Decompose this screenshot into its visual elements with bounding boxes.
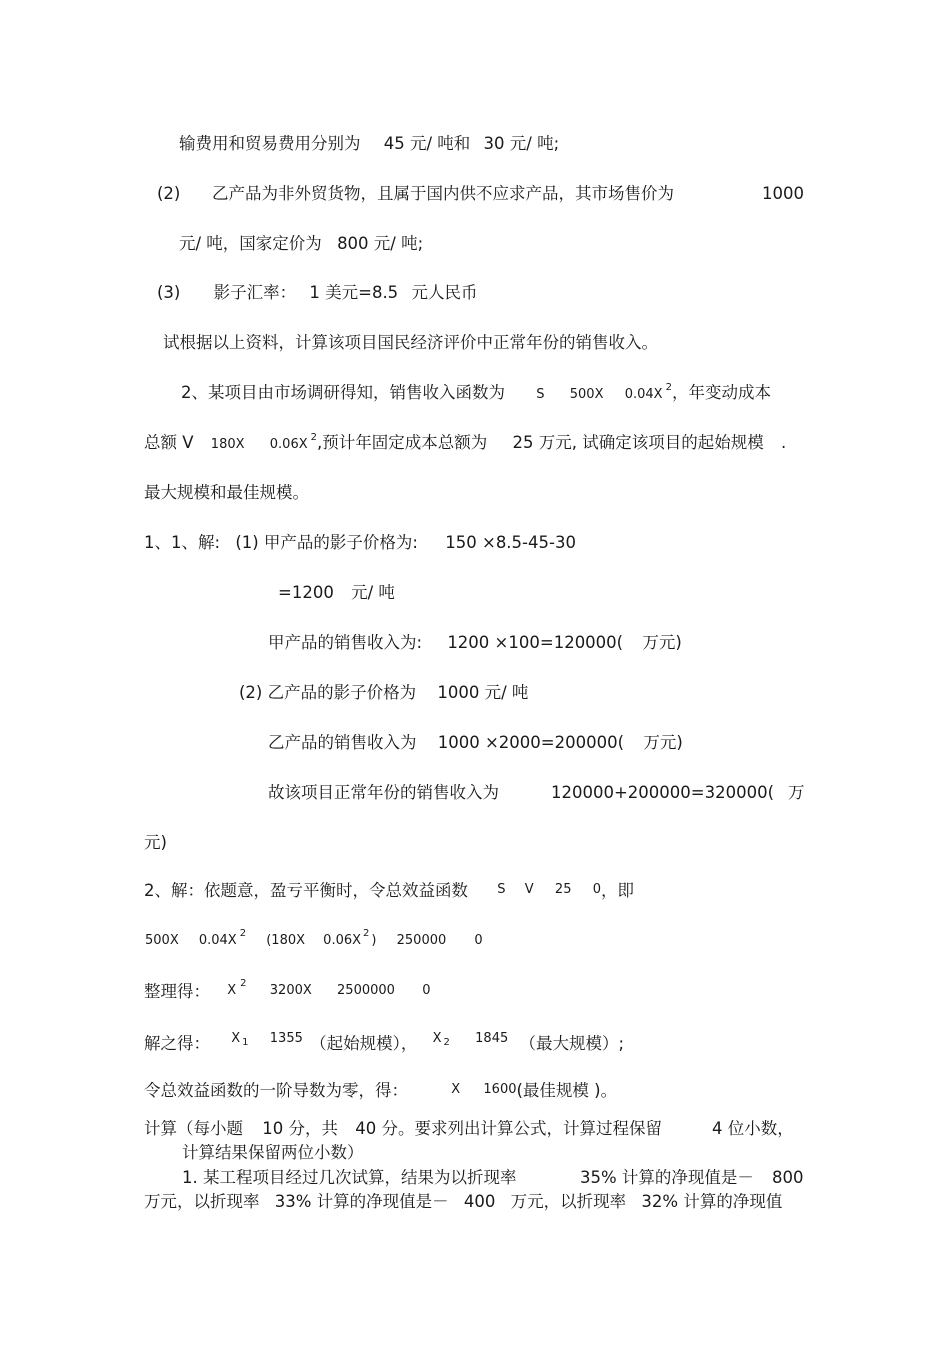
text-line — [144, 432, 786, 457]
text: 乙产品的销售收入为 — [268, 733, 417, 752]
text-line — [278, 582, 395, 604]
formula: 0 — [592, 882, 601, 897]
text: 整理得： — [144, 982, 210, 1001]
text: 2、解：依题意，盈亏平衡时，令总效益函数 — [144, 881, 468, 900]
text: （最大规模）; — [519, 1034, 625, 1053]
text: 45 元/ 吨和 — [383, 134, 471, 153]
text: 25 万元, 试确定该项目的起始规模 — [512, 433, 764, 452]
formula: 250000 — [396, 933, 447, 948]
text: 元人民币 — [411, 283, 478, 302]
text-line — [144, 1118, 804, 1140]
text-line — [144, 482, 309, 504]
text-line — [268, 632, 682, 654]
text: 甲产品的销售收入为: — [268, 633, 423, 652]
text: (2) 乙产品的影子价格为 — [239, 683, 417, 702]
formula: X — [432, 1031, 442, 1046]
formula: (180X — [266, 933, 306, 948]
text-line — [179, 233, 423, 255]
formula: 25 — [554, 882, 572, 897]
subscript: 1 — [242, 1037, 249, 1048]
superscript: 2 — [310, 432, 317, 443]
text: 影子汇率： — [213, 283, 297, 302]
text: 总额 V — [144, 433, 194, 452]
superscript: 2 — [363, 928, 370, 939]
formula: 0 — [422, 983, 431, 998]
text: 元/ 吨 — [351, 583, 395, 602]
text: 2、某项目由市场调研得知，销售收入函数为 — [181, 383, 505, 402]
formula: X — [231, 1031, 241, 1046]
text: 150 ×8.5-45-30 — [445, 533, 576, 552]
text: =1200 — [278, 583, 334, 602]
text: 输费用和贸易费用分别为 — [179, 134, 361, 153]
text: 33% 计算的净现值是－ — [274, 1192, 449, 1211]
text: 4 位小数， — [712, 1119, 794, 1138]
formula: X — [451, 1082, 461, 1097]
text: . — [780, 433, 787, 452]
formula: 180X — [210, 437, 245, 452]
text: ，即 — [601, 881, 634, 900]
text: 最大规模和最佳规模。 — [144, 483, 309, 502]
subscript: 2 — [443, 1037, 450, 1048]
formula: 1600 — [483, 1082, 517, 1097]
formula: 0.06X — [323, 933, 362, 948]
text: 1 美元=8.5 — [309, 283, 399, 302]
text: 万元，以折现率 — [144, 1192, 260, 1211]
text: 120000+200000=320000( — [551, 783, 775, 802]
text: 乙产品为非外贸货物，且属于国内供不应求产品，其市场售价为 — [212, 184, 674, 203]
text: 35% 计算的净现值是－ — [580, 1168, 754, 1187]
text: 1. 某工程项目经过几次试算，结果为以折现率 — [182, 1168, 517, 1187]
text-line — [157, 183, 807, 205]
text: 故该项目正常年份的销售收入为 — [268, 783, 499, 802]
text: 万元) — [643, 733, 683, 752]
text: （起始规模）， — [310, 1034, 418, 1053]
text: 万元) — [642, 633, 682, 652]
superscript: 2 — [239, 928, 247, 939]
text: ，年变动成本 — [671, 383, 771, 402]
text: ,预计年固定成本总额为 — [317, 433, 488, 452]
equation-line — [145, 930, 483, 953]
text: 1000 元/ 吨 — [437, 683, 529, 702]
formula: 0.04X — [198, 933, 237, 948]
formula: 500X — [569, 387, 604, 402]
text-line — [144, 832, 167, 854]
text: 1、1、解: — [144, 533, 221, 552]
text: 800 元/ 吨; — [337, 234, 424, 253]
text: 40 分。要求列出计算公式，计算过程保留 — [355, 1119, 662, 1138]
equation-line — [144, 1033, 624, 1058]
item-number: (2) — [157, 184, 181, 203]
text: 令总效益函数的一阶导数为零，得： — [144, 1081, 408, 1100]
formula: S — [497, 882, 506, 897]
text: 1200 ×100=120000( — [447, 633, 624, 652]
text-line — [268, 732, 683, 754]
text: 30 元/ 吨; — [483, 134, 560, 153]
text-line — [144, 1191, 782, 1213]
text: 解之得： — [144, 1034, 210, 1053]
text: 计算（每小题 — [144, 1119, 243, 1138]
text-line — [182, 1142, 364, 1164]
superscript: 2 — [665, 382, 672, 393]
text-line — [181, 382, 771, 407]
text-line — [179, 133, 559, 155]
text-line — [268, 782, 808, 804]
formula: 3200X — [269, 983, 312, 998]
text: 1000 ×2000=200000( — [437, 733, 625, 752]
text-line — [163, 332, 658, 354]
text: (最佳规模 )。 — [516, 1081, 618, 1100]
formula: 0 — [474, 933, 483, 948]
superscript: 2 — [240, 978, 247, 989]
formula: 1355 — [269, 1031, 303, 1046]
formula: S — [536, 387, 545, 402]
formula: 0.06X — [269, 437, 308, 452]
formula: 0.04X — [624, 387, 663, 402]
text: 万元，以折现率 — [510, 1192, 627, 1211]
formula: V — [524, 882, 534, 897]
text: 元/ 吨，国家定价为 — [179, 234, 322, 253]
equation-line — [144, 978, 431, 1006]
text: 试根据以上资料，计算该项目国民经济评价中正常年份的销售收入。 — [163, 333, 658, 352]
formula: X — [227, 983, 237, 998]
text: 万 — [788, 783, 805, 802]
text: 400 — [463, 1192, 496, 1211]
text: (1) 甲产品的影子价格为: — [235, 533, 418, 552]
formula: 2500000 — [337, 983, 395, 998]
text: 32% 计算的净现值 — [641, 1192, 783, 1211]
text: 元) — [144, 833, 167, 852]
formula: ) — [371, 933, 377, 948]
text-line — [144, 880, 634, 904]
text-line — [144, 532, 576, 554]
text: 800 — [772, 1168, 804, 1187]
text: 1000 — [762, 184, 804, 203]
text-line — [157, 282, 477, 304]
text-line — [182, 1167, 804, 1189]
text-line — [239, 682, 528, 704]
formula: 1845 — [475, 1031, 509, 1046]
text: 计算结果保留两位小数） — [182, 1143, 364, 1162]
item-number: (3) — [157, 283, 181, 302]
text: 10 分，共 — [262, 1119, 338, 1138]
formula: 500X — [145, 933, 179, 948]
equation-line — [144, 1080, 617, 1104]
